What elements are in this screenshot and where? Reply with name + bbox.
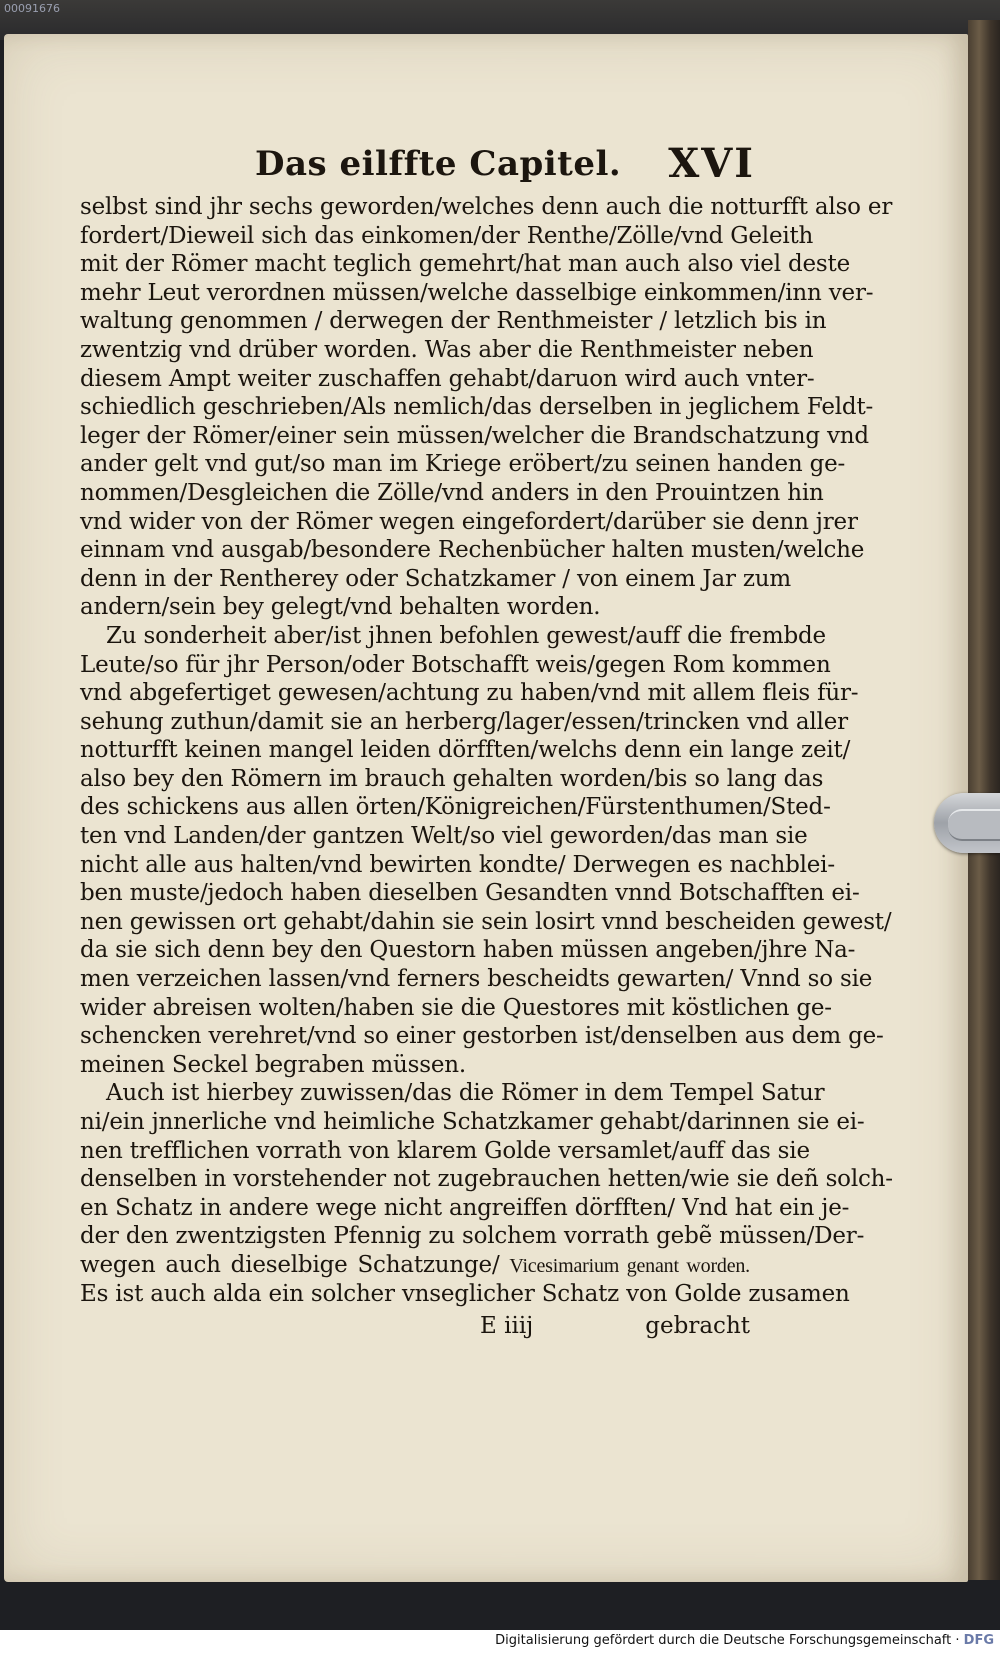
text-line: wider abreisen wolten/haben sie die Questores mit köstlichen ge- <box>80 994 832 1021</box>
text-line: ten vnd Landen/der gantzen Welt/so viel geworden/das man sie <box>80 823 808 850</box>
text-line: ben muste/jedoch haben dieselben Gesandten vnnd Botschafften ei- <box>80 880 860 907</box>
credit-text: Digitalisierung gefördert durch die Deutsche Forschungsgemeinschaft · <box>495 1633 960 1648</box>
text-fragment: wegen auch dieselbige Schatzunge/ <box>80 1251 500 1278</box>
text-line: mehr Leut verordnen müssen/welche dasselbige einkommen/inn ver- <box>80 279 874 306</box>
funding-credit <box>495 1633 994 1648</box>
text-line: sehung zuthun/damit sie an herberg/lager/essen/trincken vnd aller <box>80 708 848 735</box>
text-line: notturfft keinen mangel leiden dörfften/welchs denn ein lange zeit/ <box>80 737 851 764</box>
paragraph-start-line: Auch ist hierbey zuwissen/das die Römer in dem Tempel Satur <box>106 1080 825 1107</box>
text-line: nen gewissen ort gehabt/dahin sie sein losirt vnnd bescheiden gewest/ <box>80 908 892 935</box>
catchword: gebracht <box>645 1313 750 1339</box>
text-line: schencken verehret/vnd so einer gestorben ist/denselben aus dem ge- <box>80 1023 884 1050</box>
text-line: denn in der Rentherey oder Schatzkamer / von einem Jar zum <box>80 565 792 592</box>
text-line: meinen Seckel begraben müssen. <box>80 1051 466 1078</box>
text-line: diesem Ampt weiter zuschaffen gehabt/daruon wird auch vnter- <box>80 365 815 392</box>
text-line: ni/ein jnnerliche vnd heimliche Schatzkamer gehabt/darinnen sie ei- <box>80 1109 865 1135</box>
text-line: andern/sein bey gelegt/vnd behalten worden. <box>80 594 601 621</box>
text-line: vnd abgefertiget gewesen/achtung zu haben/vnd mit allem fleis für- <box>80 680 859 707</box>
text-line: ander gelt vnd gut/so man im Kriege eröbert/zu seinen handen ge- <box>80 451 846 478</box>
text-line: Leute/so für jhr Person/oder Botschafft weis/gegen Rom kommen <box>80 651 831 678</box>
page-header <box>255 140 755 188</box>
text-line: nen trefflichen vorrath von klarem Golde versamlet/auff das sie <box>80 1137 810 1164</box>
text-line: des schickens aus allen örten/Königreichen/Fürstenthumen/Sted- <box>80 794 831 821</box>
text-line: einnam vnd ausgab/besondere Rechenbücher halten musten/welche <box>80 537 865 564</box>
text-line: zwentzig vnd drüber worden. Was aber die Renthmeister neben <box>80 336 814 363</box>
text-line-with-antiqua <box>80 1251 750 1280</box>
text-line: en Schatz in andere wege nicht angreiffen dörfften/ Vnd hat ein je- <box>80 1194 850 1221</box>
text-line: vnd wider von der Römer wegen eingefordert/darüber sie denn jrer <box>80 508 858 535</box>
text-line: da sie sich denn bey den Questorn haben müssen angeben/jhre Na- <box>80 937 856 964</box>
scan-id: 00091676 <box>4 2 60 15</box>
folio-number: XVI <box>668 140 755 187</box>
dfg-logo: DFG <box>963 1633 994 1648</box>
signature-mark: E iiij <box>480 1313 534 1339</box>
antiqua-phrase: Vicesimarium genant worden. <box>509 1254 750 1277</box>
text-line: schiedlich geschrieben/Als nemlich/das derselben in jeglichem Feldt- <box>80 394 874 421</box>
text-line: men verzeichen lassen/vnd ferners bescheidts gewarten/ Vnnd so sie <box>80 966 873 993</box>
catchline <box>80 1313 750 1343</box>
footer-bar <box>0 1630 1000 1653</box>
text-line: selbst sind jhr sechs geworden/welches denn auch die notturfft also er <box>80 194 893 220</box>
page-clip <box>934 793 1000 853</box>
text-line: also bey den Römern im brauch gehalten worden/bis so lang das <box>80 765 824 792</box>
text-line: leger der Römer/einer sein müssen/welcher die Brandschatzung vnd <box>80 422 869 449</box>
text-line: Es ist auch alda ein solcher vnseglicher Schatz von Golde zusamen <box>80 1280 850 1307</box>
text-line: fordert/Dieweil sich das einkomen/der Renthe/Zölle/vnd Geleith <box>80 222 814 249</box>
text-line: nicht alle aus halten/vnd bewirten kondte/ Derwegen es nachblei- <box>80 851 835 878</box>
text-line: der den zwentzigsten Pfennig zu solchem vorrath gebẽ müssen/Der- <box>80 1223 865 1250</box>
text-line: mit der Römer macht teglich gemehrt/hat man auch also viel deste <box>80 251 850 278</box>
text-block <box>80 193 893 1308</box>
paragraph-start-line: Zu sonderheit aber/ist jhnen befohlen gewest/auff die frembde <box>106 622 826 649</box>
text-line: waltung genommen / derwegen der Renthmeister / letzlich bis in <box>80 308 827 335</box>
text-line: nommen/Desgleichen die Zölle/vnd anders in den Prouintzen hin <box>80 479 824 506</box>
chapter-title: Das eilffte Capitel. <box>255 144 622 184</box>
text-line: denselben in vorstehender not zugebrauchen hetten/wie sie deñ solch- <box>80 1166 893 1193</box>
